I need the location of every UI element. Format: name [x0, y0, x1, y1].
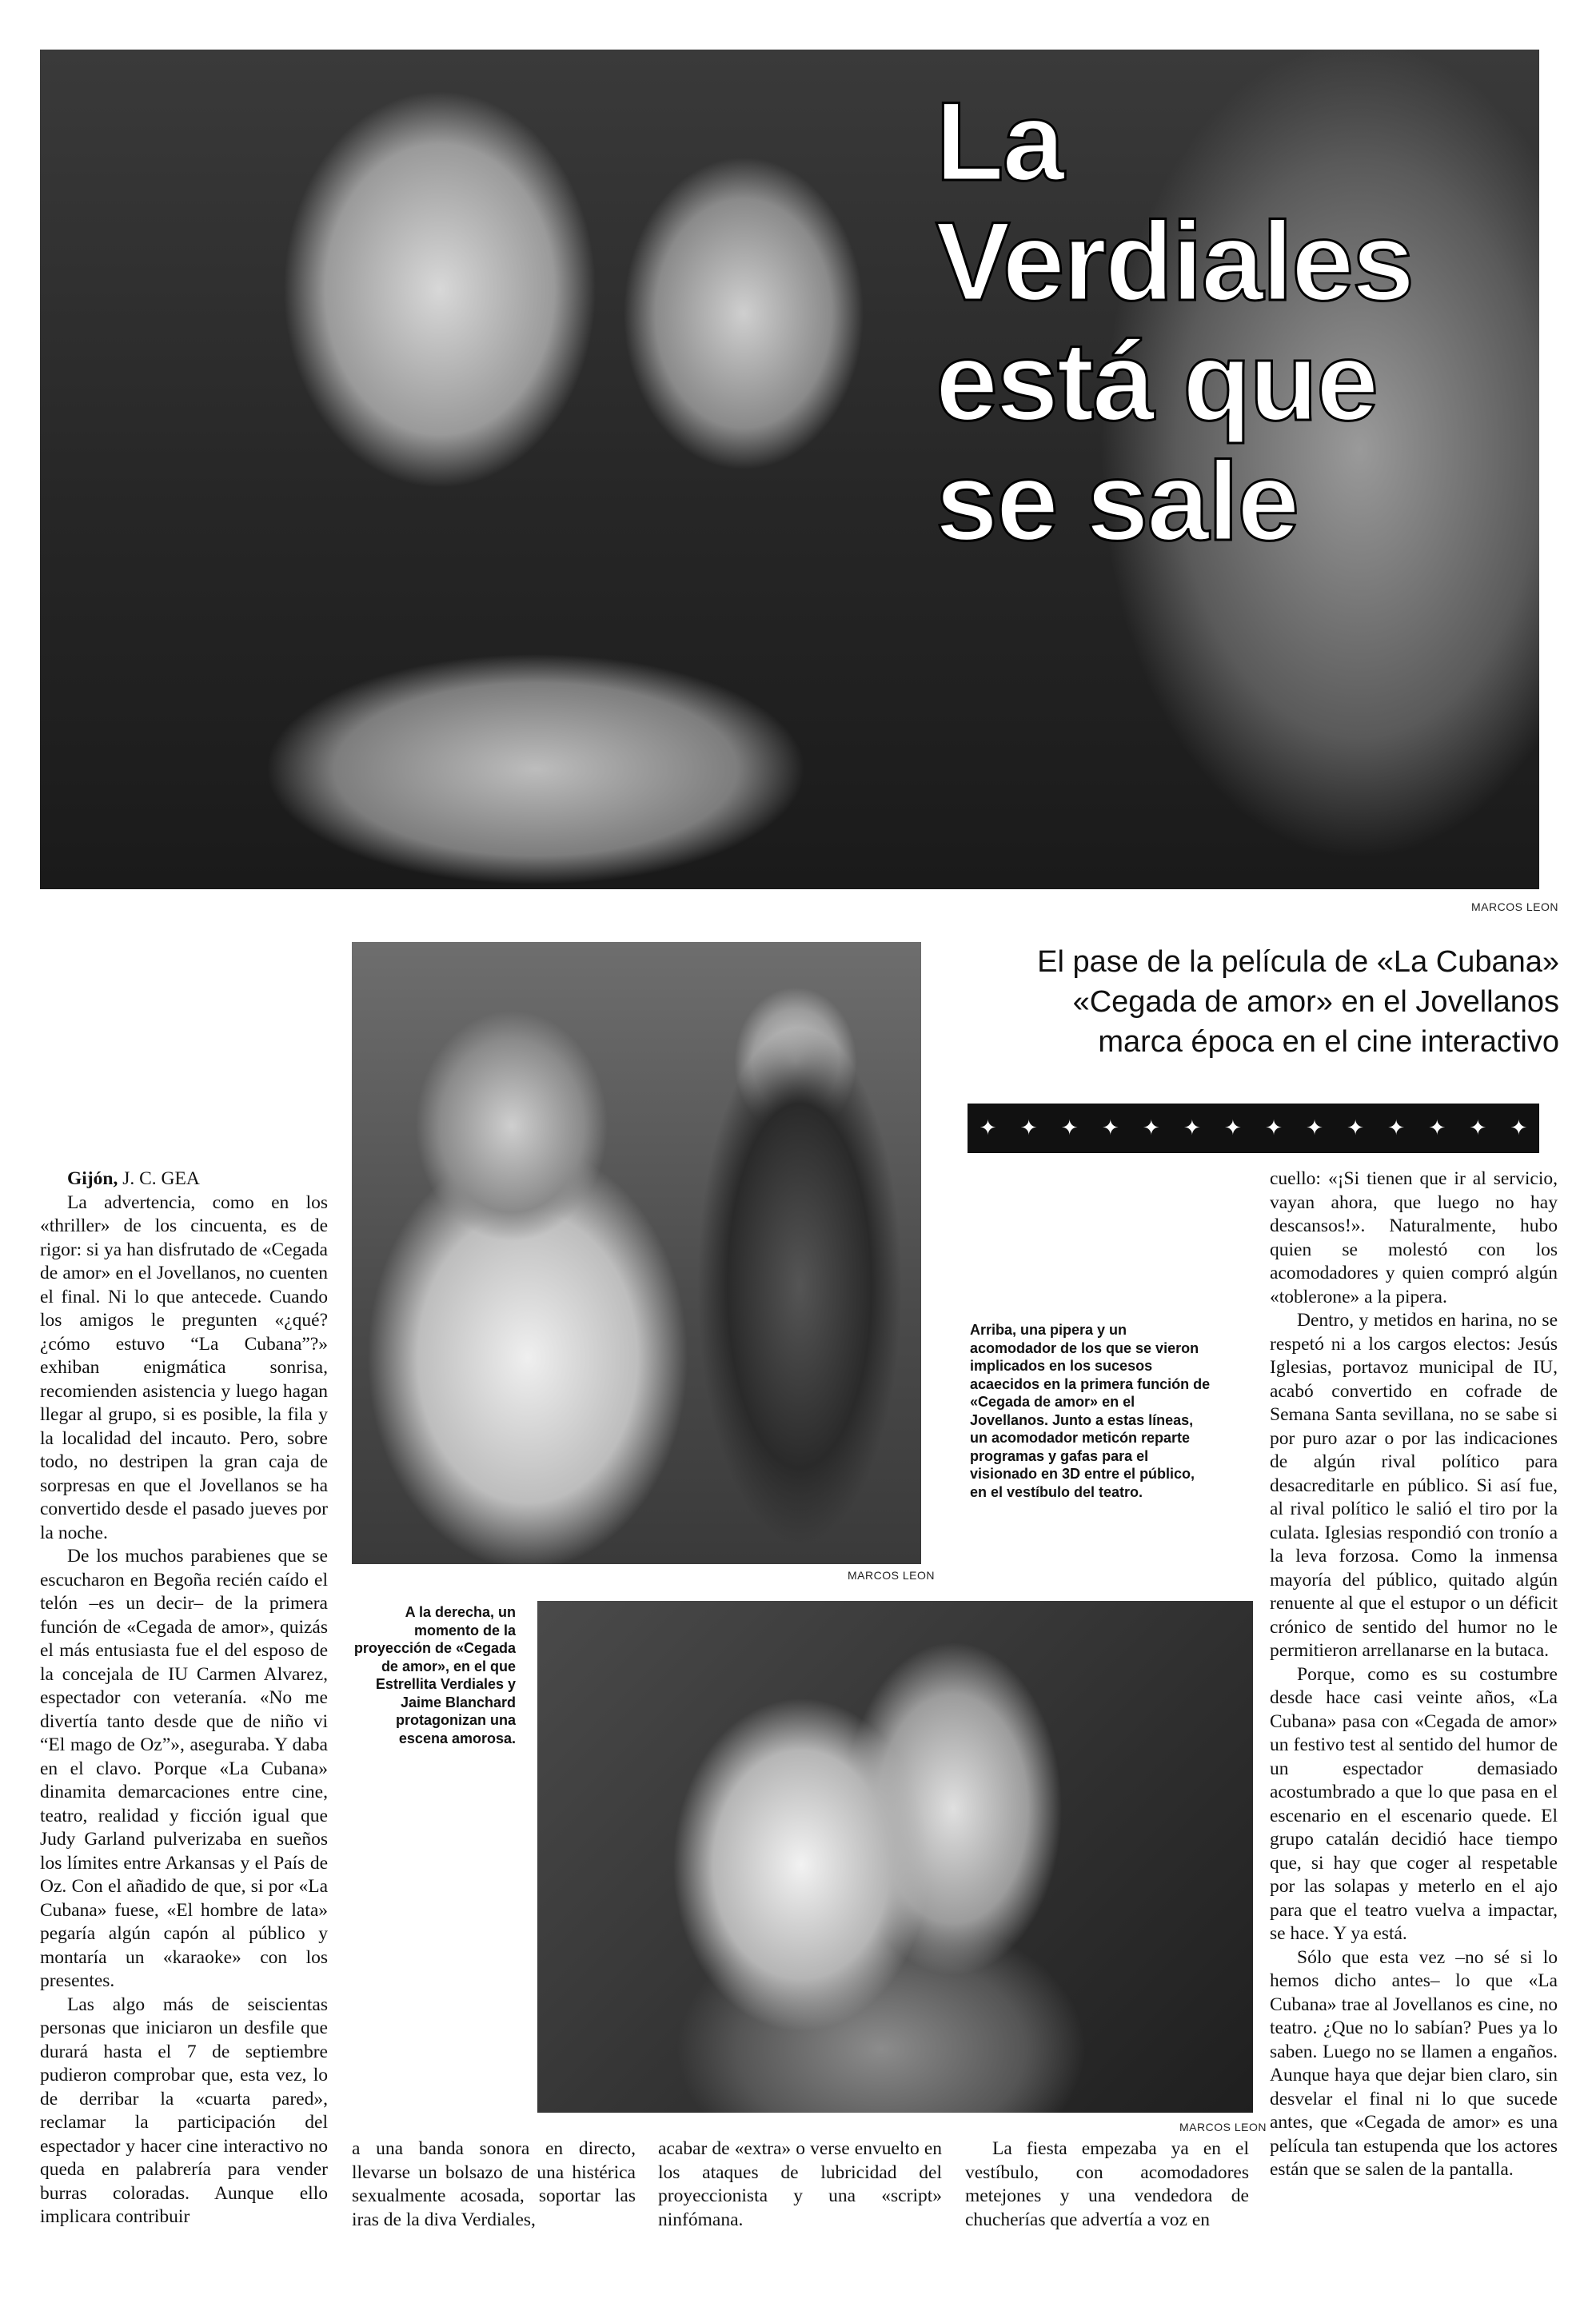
film-camera-icon: ✦ — [1469, 1116, 1487, 1140]
article-column-1 — [40, 1167, 328, 2229]
paragraph: a una banda sonora en directo, llevarse un bolsazo de una histérica sexualmente acosada, soportar las iras de la diva Verdiales, — [352, 2138, 636, 2230]
caption-bottom: A la derecha, un momento de la proyección de «Cegada de amor», en el que Estrellita Verdiales y Jaime Blanchard protagonizan una escena amorosa. — [353, 1604, 516, 1746]
headline-line: Verdiales — [936, 198, 1413, 324]
photo-credit-bottom: MARCOS LEON — [1179, 2121, 1267, 2133]
film-camera-icon: ✦ — [1347, 1116, 1364, 1140]
paragraph: Porque, como es su costumbre desde hace casi veinte años, «La Cubana» pasa con «Cegada de amor» un festivo test al sentido del humor de un espectador demasiado acostumbrado a que lo que pasa en el escenario en el escenario quede. El grupo catalán decidió hace tiempo que, si hay que coger al respetable por las solapas y meterlo en el ajo para que el teatro vuelva a impactar, se hace. Y ya está. — [1270, 1663, 1558, 1944]
deck-line: «Cegada de amor» en el Jovellanos — [1072, 985, 1559, 1019]
deck-line: marca época en el cine interactivo — [1098, 1025, 1559, 1059]
film-camera-icon: ✦ — [1428, 1116, 1446, 1140]
usher-photo — [352, 942, 921, 1564]
film-camera-icon: ✦ — [1265, 1116, 1283, 1140]
main-photo — [40, 50, 1539, 889]
article-column-5 — [1270, 1167, 1558, 2182]
film-camera-icon: ✦ — [1224, 1116, 1242, 1140]
headline-line: se sale — [936, 438, 1299, 564]
film-camera-icon: ✦ — [1510, 1116, 1528, 1140]
caption-middle: Arriba, una pipera y un acomodador de los que se vieron implicados en los sucesos acaecidos en la primera función de «Cegada de amor» en el Jovellanos. Junto a estas líneas, un acomodador meticón reparte programas y gafas para el visionado en 3D entre el público, en el vestíbulo del teatro. — [970, 1322, 1211, 1500]
article-column-4 — [965, 2137, 1249, 2232]
film-camera-icon: ✦ — [1142, 1116, 1160, 1140]
photo-credit-top: MARCOS LEON — [1471, 900, 1558, 913]
film-camera-icon: ✦ — [1387, 1116, 1406, 1140]
byline-place: Gijón, — [67, 1168, 118, 1189]
photo-credit-middle: MARCOS LEON — [848, 1569, 935, 1582]
paragraph: Sólo que esta vez –no sé si lo hemos dicho antes– lo que «La Cubana» trae al Jovellanos es cine, no teatro. ¿Que no lo sabían? Pues ya lo saben. Luego no se llamen a engaños. Aunque haya que dejar bien claro, sin desvelar el final ni lo que sucede antes, que «Cegada de amor» es una película tan estupenda que los actores están que se salen de la pantalla. — [1270, 1946, 1558, 2180]
headline-line: La — [936, 78, 1063, 204]
paragraph: La advertencia, como en los «thriller» de los cincuenta, es de rigor: si ya han disfrutado de «Cegada de amor» en el Jovellanos, no cuenten el final. Ni lo que antecede. Cuando los amigos le pregunten «¿qué? ¿cómo estuvo “La Cubana”?» exhiban enigmática sonrisa, recomienden asistencia y luego hagan llegar al grupo, si es posible, la fila y la localidad del incauto. Pero, sobre todo, no destripen la gran caja de sorpresas en que el Jovellanos se ha convertido desde el pasado jueves por la noche. — [40, 1191, 328, 1543]
ornament-band — [968, 1104, 1539, 1153]
article-column-3 — [658, 2137, 942, 2232]
paragraph: Dentro, y metidos en harina, no se respetó ni a los cargos electos: Jesús Iglesias, portavoz municipal de IU, acabó convertido en cofrade de Semana Santa sevillana, no se sabe si por puro azar o por las indicaciones de algún rival político para desacreditarle en público. Si así fue, al rival político le salió el tiro por la culata. Iglesias respondió con tronío a la leva forzosa. Como la inmensa mayoría del público, quitado algún renuente al que el estupor o un déficit crónico de sentido del humor no le permitieron arrellanarse en la butaca. — [1270, 1310, 1558, 1661]
film-camera-icon: ✦ — [979, 1116, 997, 1140]
article-column-2 — [352, 2137, 636, 2232]
film-camera-icon: ✦ — [1019, 1116, 1038, 1140]
headline-line: está que — [936, 318, 1377, 444]
byline-author: J. C. GEA — [122, 1168, 200, 1189]
paragraph: cuello: «¡Si tienen que ir al servicio, vayan ahora, que luego no hay descansos!». Naturalmente, hubo quien se molestó con los acomodadores y quien compró algún «toblerone» a la pipera. — [1270, 1168, 1558, 1307]
paragraph: acabar de «extra» o verse envuelto en los ataques de lubricidad del proyeccionista y una «script» ninfómana. — [658, 2138, 942, 2230]
film-camera-icon: ✦ — [1183, 1116, 1201, 1140]
paragraph: La fiesta empezaba ya en el vestíbulo, con acomodadores metejones y una vendedora de chucherías que advertía a voz en — [965, 2138, 1249, 2230]
film-camera-icon: ✦ — [1060, 1116, 1079, 1140]
film-camera-icon: ✦ — [1306, 1116, 1323, 1140]
deck — [944, 942, 1559, 1062]
paragraph: Las algo más de seiscientas personas que iniciaron un desfile que durará hasta el 7 de septiembre pudieron comprobar que, esta vez, lo de derribar la «cuarta pared», reclamar la participación del espectador y hacer cine interactivo no queda en palabrería para vender burras coloradas. Aunque ello implicara contribuir — [40, 1994, 328, 2227]
scene-photo — [537, 1601, 1253, 2113]
film-camera-icon: ✦ — [1101, 1116, 1119, 1140]
headline — [936, 78, 1413, 564]
byline — [40, 1167, 328, 1191]
deck-line: El pase de la película de «La Cubana» — [1037, 945, 1559, 979]
paragraph: De los muchos parabienes que se escucharon en Begoña recién caído el telón –es un decir– de la primera función de «Cegada de amor», quizás el más entusiasta fue el del esposo de la concejala de IU Carmen Alvarez, espectador con veteranía. «No me divertía tanto desde que de niño vi “El mago de Oz”», aseguraba. Y daba en el clavo. Porque «La Cubana» dinamita demarcaciones entre cine, teatro, realidad y ficción igual que Judy Garland pulverizaba en sueños los límites entre Arkansas y el País de Oz. Con el añadido de que, si por «La Cubana» fuese, «El hombre de lata» pegaría algún capón al público y montaría un «karaoke» con los presentes. — [40, 1546, 328, 1991]
